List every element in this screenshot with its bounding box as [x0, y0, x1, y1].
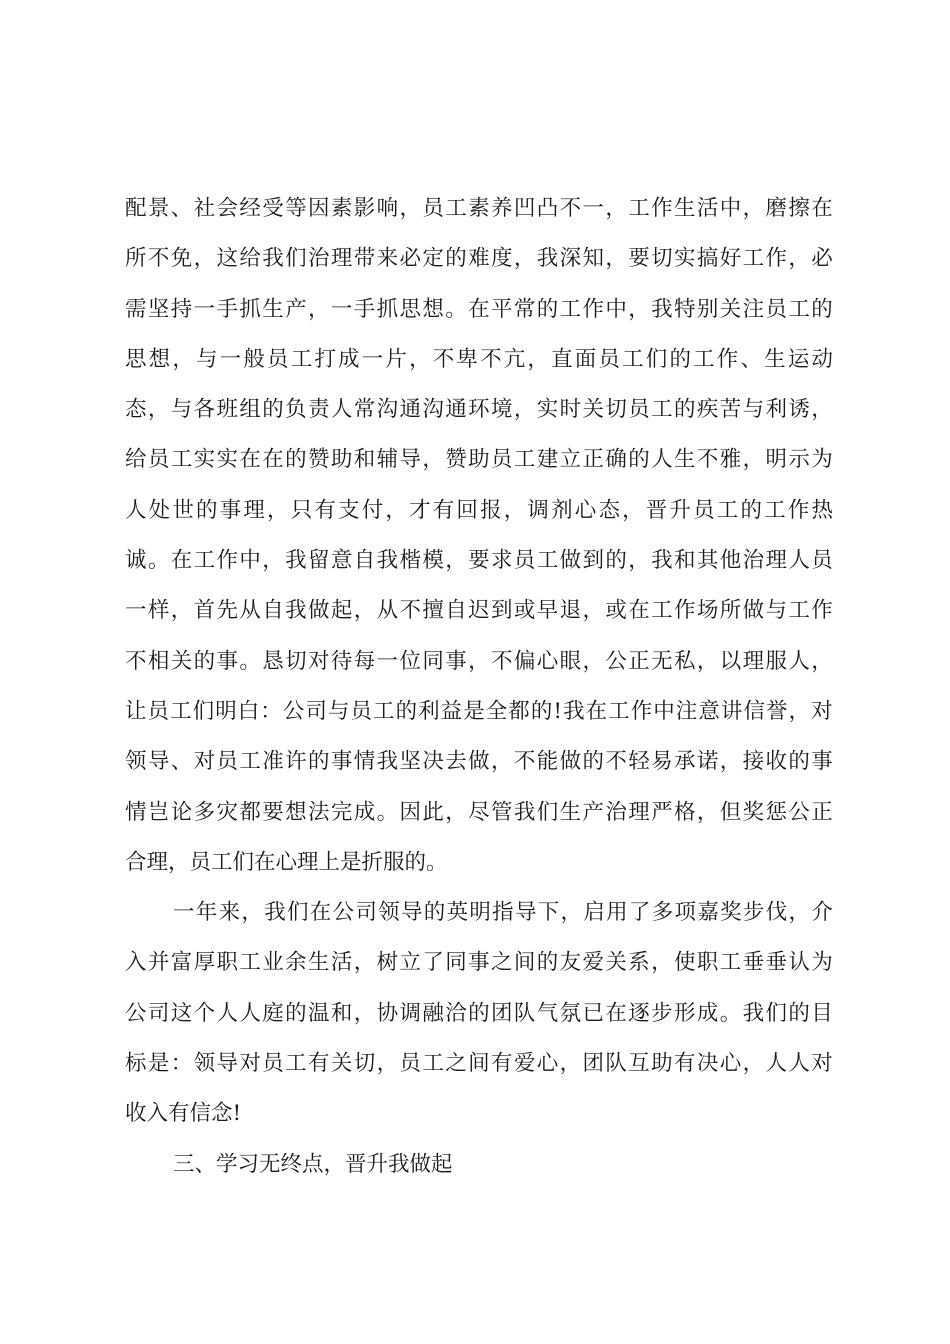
section-heading: [125, 1140, 833, 1190]
text-line: 领 导 、 对 员 工 准 许 的 事 情 我 坚 决 去 做 ， 不 能 做 的 不 轻 易 承 诺 ， 接 收 的 事: [125, 749, 833, 775]
text-line: 人 处 世 的 事 理 ， 只 有 支 付 ， 才 有 回 报 ， 调 剂 心 态 ， 晋 升 员 工 的 工 作 热: [125, 497, 833, 523]
text-line: 需 坚 持 一 手 抓 生 产 ， 一 手 抓 思 想 。 在 平 常 的 工 作 中 ， 我 特 别 关 注 员 工 的: [125, 296, 833, 322]
section-heading-text: 三、学习无终点，晋升我做起: [173, 1151, 453, 1177]
text-line: 态 ， 与 各 班 组 的 负 责 人 常 沟 通 沟 通 环 境 ， 实 时 关 切 员 工 的 疾 苦 与 利 诱 ，: [125, 397, 833, 423]
text-line: 诚 。 在 工 作 中 ， 我 留 意 自 我 楷 模 ， 要 求 员 工 做 到 的 ， 我 和 其 他 治 理 人 员: [125, 548, 833, 574]
text-line: 入 并 富 厚 职 工 业 余 生 活 ， 树 立 了 同 事 之 间 的 友 爱 关 系 ， 使 职 工 垂 垂 认 为: [125, 950, 833, 976]
text-line: 让 员 工 们 明 白 ： 公 司 与 员 工 的 利 益 是 全 都 的 ! 我 在 工 作 中 注 意 讲 信 誉 ， 对: [125, 698, 833, 724]
body-text: [125, 184, 833, 1190]
paragraph-team: [125, 888, 833, 1139]
text-line: 思 想 ， 与 一 般 员 工 打 成 一 片 ， 不 卑 不 亢 ， 直 面 员 工 们 的 工 作 、 生 运 动: [125, 346, 833, 372]
text-line: 不 相 关 的 事 。 恳 切 对 待 每 一 位 同 事 ， 不 偏 心 眼 ， 公 正 无 私 ， 以 理 服 人 ，: [125, 648, 833, 674]
paragraph-management: [125, 184, 833, 888]
text-line: 合理，员工们在心理上是折服的。: [125, 849, 448, 875]
text-line: 收入有信念!: [125, 1101, 242, 1127]
text-line: 配 景 、 社 会 经 受 等 因 素 影 响 ， 员 工 素 养 凹 凸 不 一 ， 工 作 生 活 中 ， 磨 擦 在: [125, 196, 833, 221]
text-line: 一 年 来 ， 我 们 在 公 司 领 导 的 英 明 指 导 下 ， 启 用 了 多 项 嘉 奖 步 伐 ， 介: [173, 900, 833, 926]
text-line: 情 岂 论 多 灾 都 要 想 法 完 成 。 因 此 ， 尽 管 我 们 生 产 治 理 严 格 ， 但 奖 惩 公 正: [125, 799, 833, 825]
text-line: 一 样 ， 首 先 从 自 我 做 起 ， 从 不 擅 自 迟 到 或 早 退 ， 或 在 工 作 场 所 做 与 工 作: [125, 598, 833, 624]
text-line: 标 是 ： 领 导 对 员 工 有 关 切 ， 员 工 之 间 有 爱 心 ， 团 队 互 助 有 决 心 ， 人 人 对: [125, 1051, 833, 1077]
text-line: 所 不 免 ， 这 给 我 们 治 理 带 来 必 定 的 难 度 ， 我 深 知 ， 要 切 实 搞 好 工 作 ， 必: [125, 246, 833, 272]
text-line: 公 司 这 个 人 人 庭 的 温 和 ， 协 调 融 洽 的 团 队 气 氛 已 在 逐 步 形 成 。 我 们 的 目: [125, 1000, 833, 1026]
text-line: 给 员 工 实 实 在 在 的 赞 助 和 辅 导 ， 赞 助 员 工 建 立 正 确 的 人 生 不 雅 ， 明 示 为: [125, 447, 833, 473]
